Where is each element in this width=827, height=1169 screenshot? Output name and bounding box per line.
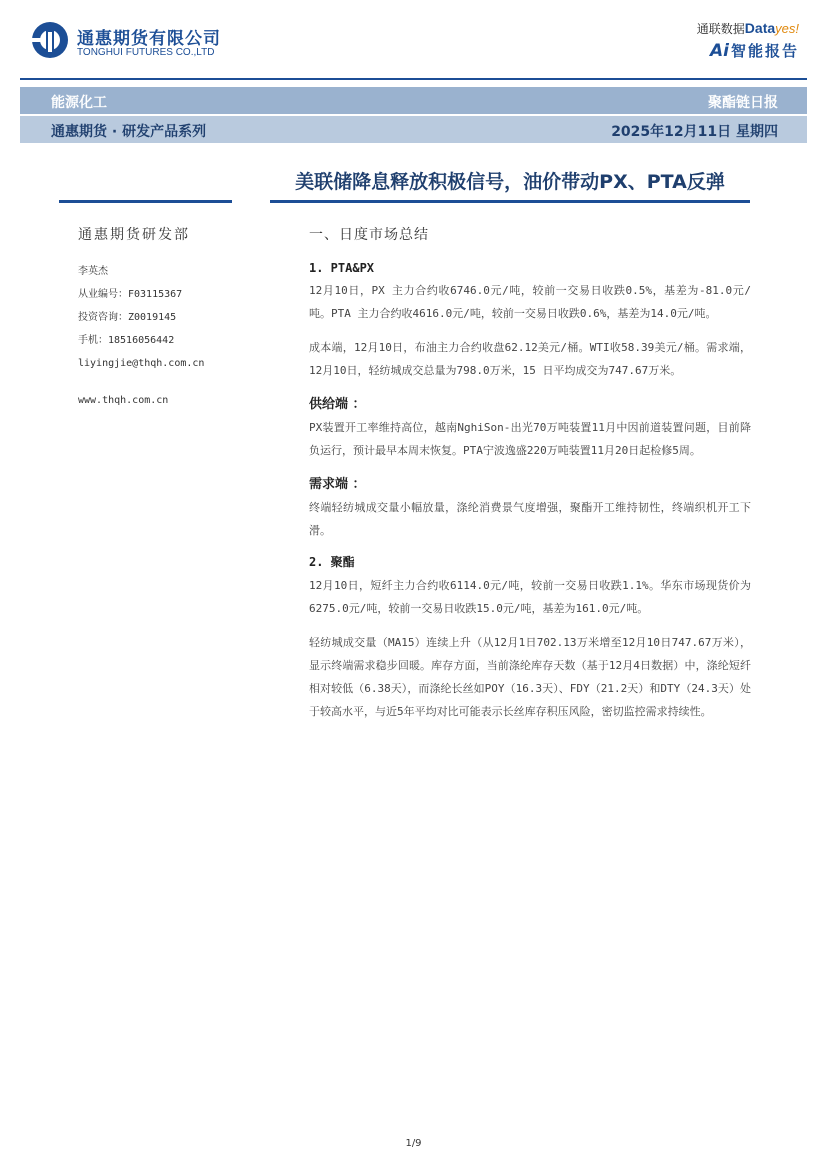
brand-yes: yes! (775, 21, 799, 36)
ai-report-label (697, 40, 799, 61)
page-number: 1/9 (405, 1138, 422, 1149)
ai-mark: Ai (710, 41, 729, 61)
title-underline (270, 200, 750, 203)
datayes-brand (697, 20, 799, 37)
website-link[interactable]: www.thqh.com.cn (78, 395, 169, 406)
polyester-heading: 2. 聚酯 (309, 555, 355, 569)
section-heading: 一、日度市场总结 (309, 227, 429, 243)
analyst-name: 李英杰 (78, 266, 108, 277)
advisory-number: 投资咨询：Z0019145 (78, 312, 177, 323)
polyester-paragraph-2: 轻纺城成交量（MA15）连续上升（从12月1日702.13万米增至12月10日747.67万米），显示终端需求稳步回暖。库存方面，当前涤纶库存天数（基于12月4日数据）中，涤纶短纤相对较低（6.38天），而涤纶长丝如POY（16.3天）、FDY（21.2天）和DTY（24.3天）处于较高水平，与近5年平均对比可能表示长丝库存积压风险，密切监控需求持续性。 (309, 636, 751, 718)
company-logo-icon (30, 20, 70, 60)
brand-data: Data (744, 20, 776, 36)
header-divider (20, 78, 807, 80)
supply-paragraph: PX装置开工率维持高位，越南NghiSon-出光70万吨装置11月中因前道装置问题，目前降负运行，预计最早本周末恢复。PTA宁波逸盛220万吨装置11月20日起检修5周。 (309, 421, 751, 457)
demand-paragraph: 终端轻纺城成交量小幅放量，涤纶消费景气度增强，聚酯开工维持韧性，终端织机开工下滑。 (309, 501, 751, 537)
brand-prefix: 通联数据 (696, 22, 745, 36)
sidebar (78, 224, 258, 412)
page-title: 美联储降息释放积极信号，油价带动PX、PTA反弹 (295, 171, 725, 193)
email-link[interactable]: liyingjie@thqh.com.cn (78, 358, 205, 369)
report-date: 2025年12月11日 星期四 (611, 124, 778, 140)
license-number: 从业编号：F03115367 (78, 289, 183, 300)
pta-paragraph-2: 成本端，12月10日，布油主力合约收盘62.12美元/桶。WTI收58.39美元/桶。需求端，12月10日，轻纺城成交总量为798.0万米，15 日平均成交为747.67万米。 (309, 341, 751, 377)
ai-label: 智能报告 (730, 42, 799, 60)
company-logo (30, 20, 230, 64)
main-content (309, 224, 751, 734)
supply-heading: 供给端 ： (309, 397, 366, 412)
department-name: 通惠期货研发部 (78, 227, 190, 243)
sector-bar (20, 87, 807, 114)
polyester-paragraph-1: 12月10日，短纤主力合约收6114.0元/吨，较前一交易日收跌1.1%。华东市场现货价为6275.0元/吨，较前一交易日收跌15.0元/吨，基差为161.0元/吨。 (309, 579, 751, 615)
report-type: 聚酯链日报 (708, 95, 778, 111)
phone-number: 手机：18516056442 (78, 335, 175, 346)
ai-report-brand (697, 20, 799, 61)
company-name-cn: 通惠期货有限公司 (77, 29, 221, 49)
demand-heading: 需求端 ： (309, 477, 366, 492)
pta-paragraph-1: 12月10日，PX 主力合约收6746.0元/吨，较前一交易日收跌0.5%，基差为-81.0元/吨。PTA 主力合约收4616.0元/吨，较前一交易日收跌0.6%，基差为14.0元/吨。 (309, 284, 751, 320)
series-bar (20, 116, 807, 143)
sidebar-rule (59, 200, 232, 203)
series-label: 通惠期货 · 研发产品系列 (51, 124, 207, 140)
sector-label: 能源化工 (51, 95, 107, 111)
pta-px-heading: 1. PTA&PX (309, 261, 375, 275)
company-name-en: TONGHUI FUTURES CO.,LTD (77, 47, 215, 58)
